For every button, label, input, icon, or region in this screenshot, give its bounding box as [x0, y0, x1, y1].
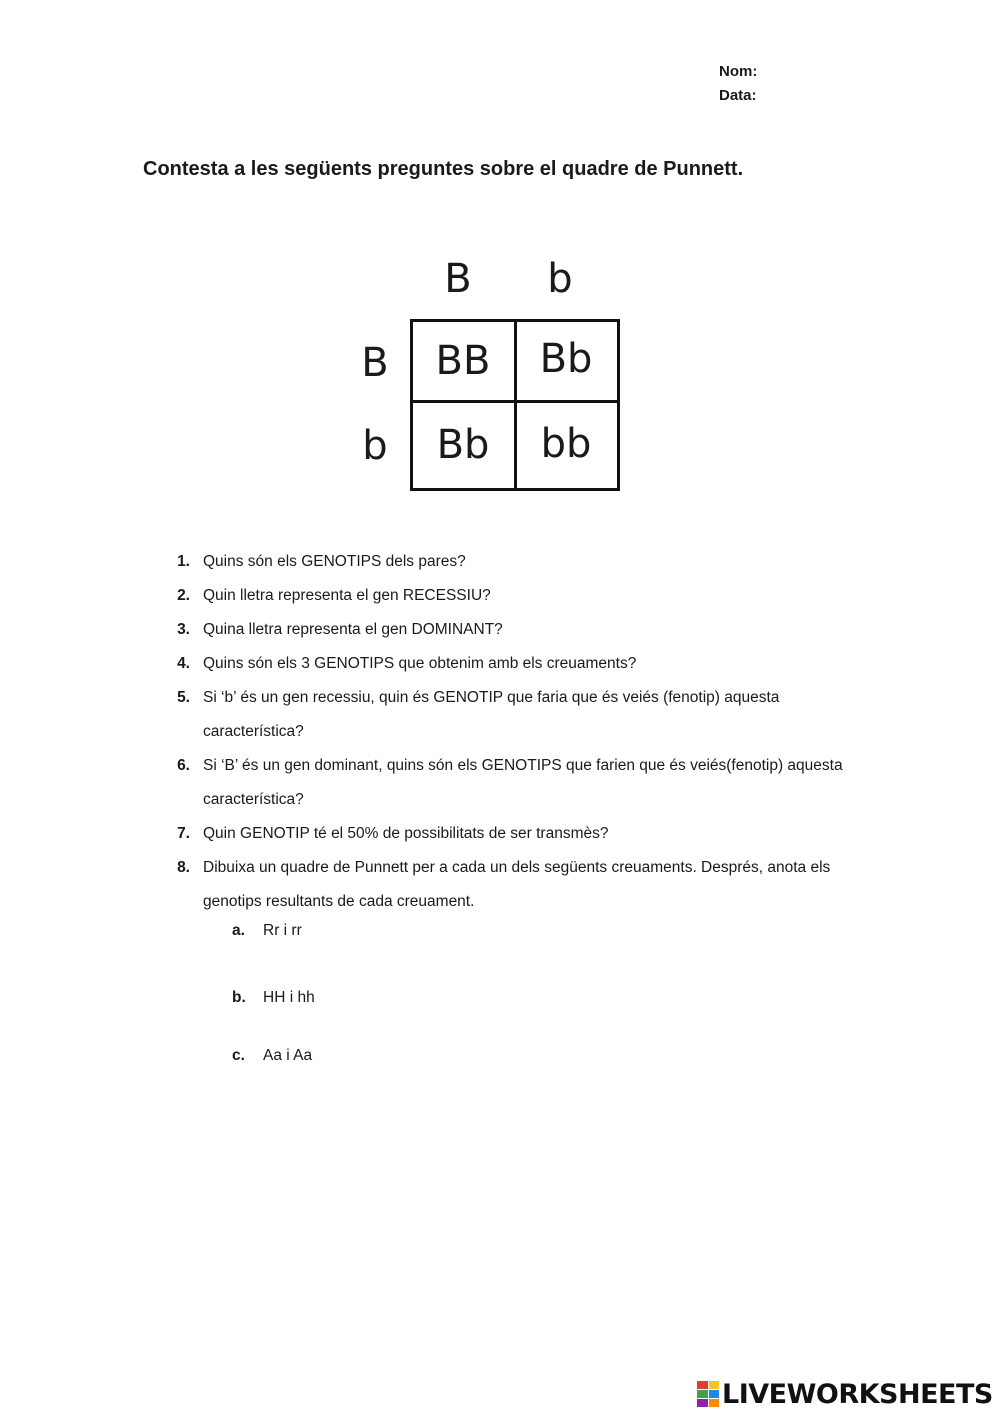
question-number: 2.	[177, 587, 190, 604]
punnett-cell: bb	[540, 421, 592, 467]
question-item	[170, 545, 870, 579]
punnett-cell: Bb	[539, 336, 593, 382]
header-fields	[719, 60, 757, 108]
question-text: Quina lletra representa el gen DOMINANT?	[203, 621, 503, 638]
question-text: Quin lletra representa el gen RECESSIU?	[203, 587, 491, 604]
question-number: 6.	[177, 757, 190, 774]
row-allele-1: B	[361, 340, 389, 386]
subitem-a	[232, 919, 302, 943]
question-text: Si ‘B’ és un gen dominant, quins són els GENOTIPS que farien que és veiés(fenotip) aquesta característica?	[203, 757, 843, 808]
punnett-cell: Bb	[436, 422, 490, 468]
column-allele-1: B	[444, 256, 472, 302]
question-text: Quins són els 3 GENOTIPS que obtenim amb els creuaments?	[203, 655, 637, 672]
punnett-grid	[410, 319, 620, 491]
logo-color-tile	[709, 1381, 720, 1389]
subitem-b	[232, 986, 315, 1010]
question-number: 7.	[177, 825, 190, 842]
logo-color-tile	[697, 1399, 708, 1407]
question-item	[170, 749, 870, 817]
logo-color-tile	[697, 1390, 708, 1398]
subitem-text: Rr i rr	[263, 922, 302, 939]
subitem-letter: c.	[232, 1047, 245, 1064]
question-item	[170, 681, 870, 749]
logo-color-tile	[709, 1390, 720, 1398]
question-number: 5.	[177, 689, 190, 706]
subitem-letter: b.	[232, 989, 246, 1006]
liveworksheets-logo[interactable]	[697, 1378, 993, 1410]
logo-color-tile	[709, 1399, 720, 1407]
logo-color-tile	[697, 1381, 708, 1389]
question-item	[170, 851, 870, 919]
column-allele-2: b	[547, 256, 573, 302]
question-number: 4.	[177, 655, 190, 672]
grid-divider-horizontal	[413, 400, 617, 403]
subitem-letter: a.	[232, 922, 245, 939]
question-text: Dibuixa un quadre de Punnett per a cada un dels següents creuaments. Després, anota els genotips resultants de cada creuament.	[203, 859, 831, 910]
question-number: 3.	[177, 621, 190, 638]
subitem-c	[232, 1044, 312, 1068]
question-item	[170, 613, 870, 647]
question-item	[170, 817, 870, 851]
liveworksheets-logo-icon	[697, 1381, 719, 1407]
question-list	[170, 545, 870, 919]
punnett-square	[355, 248, 635, 503]
question-item	[170, 647, 870, 681]
subitem-text: Aa i Aa	[263, 1047, 313, 1064]
name-label: Nom:	[719, 63, 758, 80]
punnett-cell: BB	[435, 338, 491, 384]
question-number: 1.	[177, 553, 190, 570]
question-text: Quins són els GENOTIPS dels pares?	[203, 553, 466, 570]
question-text: Si ‘b’ és un gen recessiu, quin és GENOTIP que faria que és veiés (fenotip) aquesta característica?	[203, 689, 780, 740]
question-text: Quin GENOTIP té el 50% de possibilitats de ser transmès?	[203, 825, 609, 842]
liveworksheets-logo-text: LIVEWORKSHEETS	[722, 1378, 993, 1410]
subitem-text: HH i hh	[263, 989, 315, 1006]
page-title: Contesta a les següents preguntes sobre el quadre de Punnett.	[143, 158, 744, 180]
row-allele-2: b	[362, 423, 388, 469]
question-item	[170, 579, 870, 613]
question-number: 8.	[177, 859, 190, 876]
date-label: Data:	[719, 87, 757, 104]
